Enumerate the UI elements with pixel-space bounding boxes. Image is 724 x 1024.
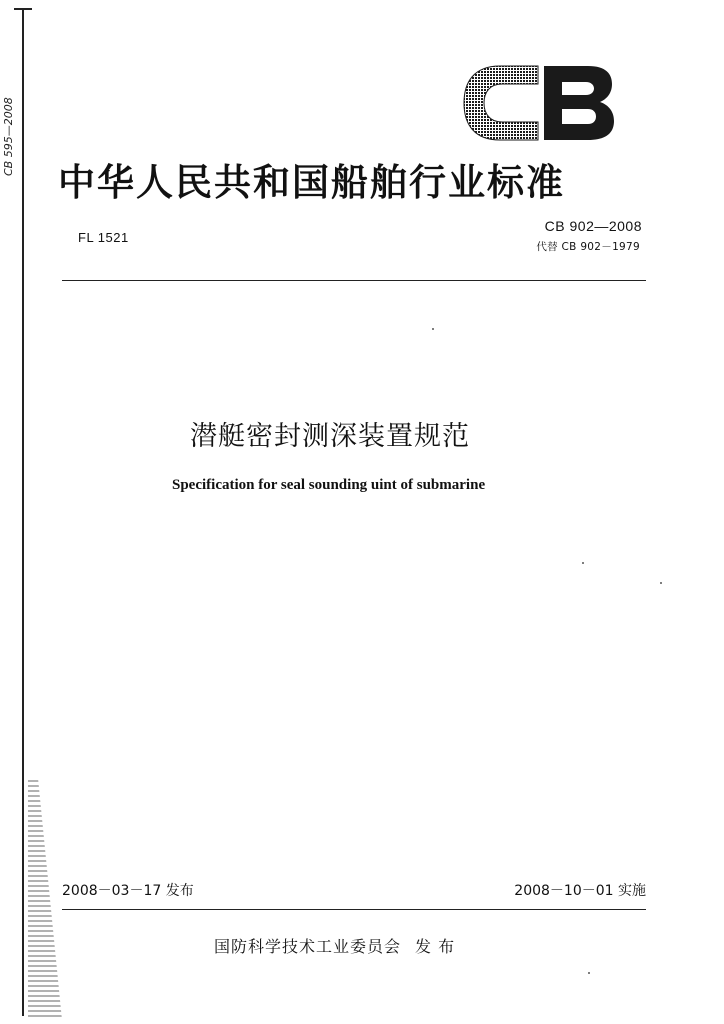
classification-code: FL 1521 xyxy=(78,230,129,245)
binding-edge-rule xyxy=(22,8,24,1016)
spine-label: CB 595—2008 xyxy=(2,97,15,176)
standard-category-title: 中华人民共和国船舶行业标准 xyxy=(58,161,565,204)
cb-logo xyxy=(460,62,618,144)
implementation-date: 2008－10－01 实施 xyxy=(514,883,646,899)
scan-speck xyxy=(660,582,662,584)
header-divider xyxy=(62,280,646,281)
publisher-line xyxy=(214,934,455,957)
binding-edge-tick xyxy=(14,8,32,10)
footer-divider xyxy=(62,909,646,910)
document-title-chinese: 潜艇密封测深装置规范 xyxy=(190,421,470,452)
publish-action: 发 布 xyxy=(415,937,456,956)
scan-speck xyxy=(432,328,434,330)
standard-number: CB 902—2008 xyxy=(544,218,642,234)
issue-date: 2008－03－17 发布 xyxy=(62,883,194,899)
binding-shadow xyxy=(28,780,62,1020)
publisher-name: 国防科学技术工业委员会 xyxy=(214,937,402,956)
scan-speck xyxy=(582,562,584,564)
scan-speck xyxy=(588,972,590,974)
replaces-standard: 代替 CB 902－1979 xyxy=(536,241,640,253)
document-title-english: Specification for seal sounding uint of submarine xyxy=(172,477,486,493)
